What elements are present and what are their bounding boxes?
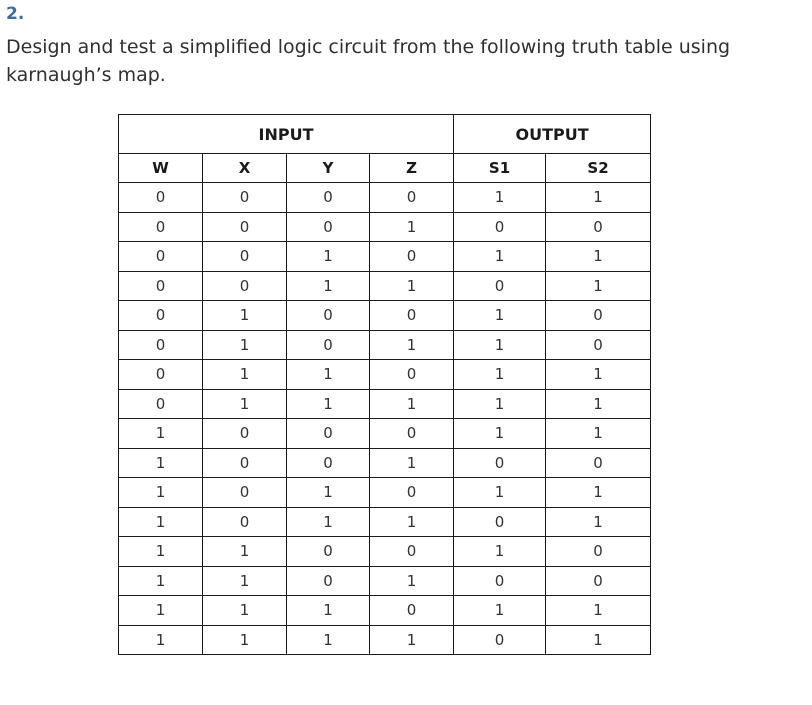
cell-s2: 1 [546,360,651,390]
cell-x: 0 [203,212,287,242]
col-header-w: W [119,154,203,183]
cell-z: 1 [370,566,454,596]
table-row [119,301,651,331]
cell-w: 0 [119,183,203,213]
question-text: Design and test a simplified logic circuit from the following truth table using karnaugh’s map. [6,36,731,86]
cell-s2: 1 [546,596,651,626]
col-header-s2: S2 [546,154,651,183]
table-row [119,507,651,537]
cell-y: 1 [287,596,370,626]
cell-s1: 0 [454,625,546,655]
cell-x: 0 [203,478,287,508]
cell-s1: 1 [454,360,546,390]
cell-x: 1 [203,389,287,419]
cell-x: 0 [203,183,287,213]
cell-z: 0 [370,242,454,272]
cell-s2: 0 [546,566,651,596]
cell-s1: 0 [454,212,546,242]
table-row [119,389,651,419]
cell-z: 1 [370,507,454,537]
cell-w: 1 [119,625,203,655]
cell-y: 1 [287,389,370,419]
cell-w: 0 [119,360,203,390]
cell-x: 0 [203,271,287,301]
cell-w: 0 [119,271,203,301]
table-row [119,242,651,272]
table-row [119,566,651,596]
cell-s2: 0 [546,448,651,478]
cell-y: 1 [287,478,370,508]
cell-x: 1 [203,301,287,331]
table-row [119,537,651,567]
cell-s1: 1 [454,242,546,272]
cell-x: 1 [203,566,287,596]
cell-w: 0 [119,301,203,331]
cell-x: 0 [203,448,287,478]
table-row [119,183,651,213]
cell-s1: 1 [454,301,546,331]
cell-z: 0 [370,419,454,449]
cell-w: 0 [119,242,203,272]
cell-y: 0 [287,301,370,331]
cell-z: 0 [370,478,454,508]
cell-y: 1 [287,242,370,272]
cell-z: 0 [370,183,454,213]
cell-s2: 1 [546,625,651,655]
cell-y: 1 [287,360,370,390]
cell-s2: 0 [546,537,651,567]
cell-z: 0 [370,301,454,331]
input-group-header: INPUT [119,115,454,154]
cell-y: 0 [287,419,370,449]
cell-y: 0 [287,183,370,213]
cell-z: 0 [370,360,454,390]
cell-y: 0 [287,212,370,242]
cell-s2: 0 [546,212,651,242]
table-row [119,212,651,242]
cell-w: 1 [119,507,203,537]
col-header-s1: S1 [454,154,546,183]
cell-s1: 0 [454,448,546,478]
cell-s1: 1 [454,330,546,360]
cell-y: 0 [287,448,370,478]
cell-s2: 1 [546,478,651,508]
output-group-header: OUTPUT [454,115,651,154]
cell-z: 1 [370,330,454,360]
cell-s1: 0 [454,566,546,596]
cell-s2: 0 [546,301,651,331]
cell-z: 1 [370,212,454,242]
col-header-z: Z [370,154,454,183]
cell-y: 0 [287,566,370,596]
cell-x: 1 [203,330,287,360]
cell-w: 1 [119,419,203,449]
cell-w: 0 [119,330,203,360]
cell-w: 1 [119,566,203,596]
table-row [119,478,651,508]
cell-w: 0 [119,212,203,242]
cell-y: 1 [287,507,370,537]
cell-s2: 1 [546,507,651,537]
cell-w: 1 [119,448,203,478]
cell-s1: 1 [454,596,546,626]
group-header-row [119,115,651,154]
table-row [119,448,651,478]
cell-s2: 0 [546,330,651,360]
cell-s2: 1 [546,389,651,419]
cell-w: 1 [119,478,203,508]
cell-s2: 1 [546,242,651,272]
cell-y: 1 [287,625,370,655]
cell-x: 0 [203,419,287,449]
cell-x: 1 [203,360,287,390]
cell-w: 1 [119,537,203,567]
cell-y: 1 [287,271,370,301]
table-row [119,330,651,360]
cell-y: 0 [287,330,370,360]
cell-s1: 0 [454,507,546,537]
table-row [119,625,651,655]
cell-s2: 1 [546,271,651,301]
cell-w: 0 [119,389,203,419]
cell-z: 0 [370,596,454,626]
cell-x: 1 [203,596,287,626]
cell-s1: 1 [454,389,546,419]
cell-s1: 0 [454,271,546,301]
table-row [119,271,651,301]
cell-x: 1 [203,625,287,655]
question-number: 2. [6,4,25,24]
cell-s1: 1 [454,183,546,213]
cell-x: 1 [203,537,287,567]
cell-s1: 1 [454,419,546,449]
cell-x: 0 [203,242,287,272]
cell-z: 1 [370,389,454,419]
cell-s2: 1 [546,183,651,213]
cell-z: 1 [370,448,454,478]
col-header-x: X [203,154,287,183]
cell-s2: 1 [546,419,651,449]
column-header-row [119,154,651,183]
table-row [119,360,651,390]
cell-s1: 1 [454,537,546,567]
table-row [119,596,651,626]
col-header-y: Y [287,154,370,183]
cell-x: 0 [203,507,287,537]
truth-table [118,114,651,655]
cell-w: 1 [119,596,203,626]
cell-y: 0 [287,537,370,567]
cell-z: 1 [370,271,454,301]
cell-z: 0 [370,537,454,567]
table-row [119,419,651,449]
cell-s1: 1 [454,478,546,508]
cell-z: 1 [370,625,454,655]
